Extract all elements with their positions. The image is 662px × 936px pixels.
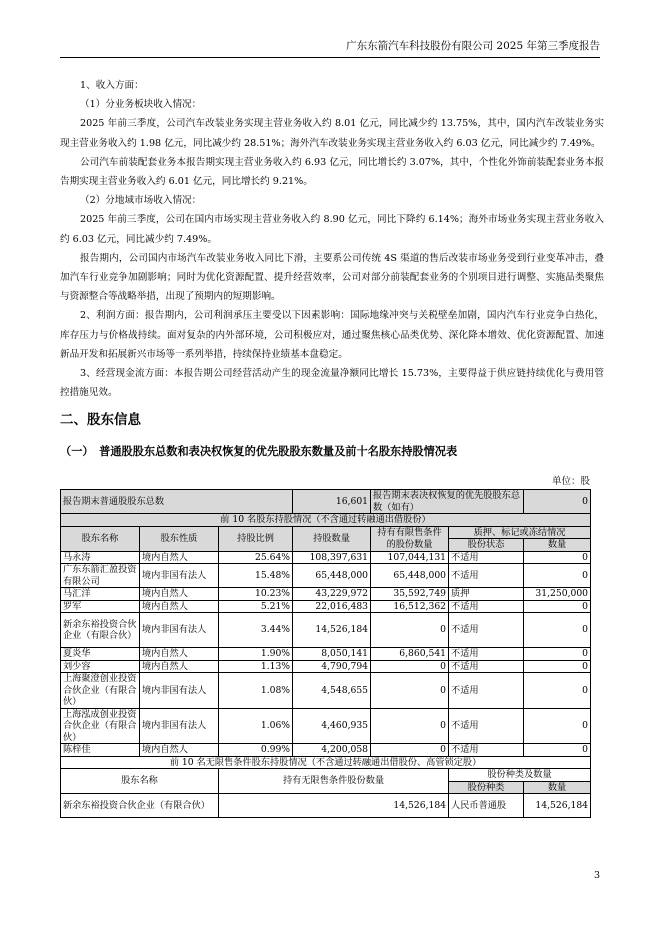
pledge-amount: 0: [524, 648, 591, 661]
col-header-nature: 股东性质: [140, 526, 219, 551]
paragraph: （1）分业务板块收入情况：: [80, 99, 202, 111]
unrestricted-title-row: [61, 756, 591, 769]
restricted-quantity: 0: [371, 673, 449, 709]
pledge-status: 不适用: [449, 673, 524, 709]
shareholder-nature: 境内非国有法人: [140, 613, 219, 648]
paragraph: 2025 年前三季度，公司在国内市场实现主营业务收入约 8.90 亿元，同比下降约 6.14%；海外市场业务实现主营业务收入约 6.03 亿元，同比减少约 7.49%。: [60, 214, 604, 245]
header-rule: [60, 57, 600, 58]
unrestricted-title: 前 10 名无限售条件股东持股情况（不含通过转融通出借股份、高管锁定股）: [61, 756, 591, 769]
shareholder-nature: 境内非国有法人: [140, 564, 219, 588]
pledge-amount: 31,250,000: [524, 588, 591, 601]
pledge-status: 不适用: [449, 648, 524, 661]
top10-title: 前 10 名股东持股情况（不含通过转融通出借股份）: [61, 514, 591, 527]
restricted-quantity: 0: [371, 708, 449, 744]
restricted-quantity: 0: [371, 660, 449, 673]
shareholder-name: 上海聚澄创业投资合伙企业（有限合伙）: [61, 673, 140, 709]
holding-quantity: 4,548,655: [293, 673, 371, 709]
restricted-quantity: 107,044,131: [371, 551, 449, 564]
shareholder-name: 陈梓佳: [61, 744, 140, 757]
holding-quantity: 22,016,483: [293, 600, 371, 613]
table-row: [61, 673, 591, 709]
shareholder-name: 刘少容: [61, 660, 140, 673]
report-body: [60, 76, 604, 402]
page-header: 广东东箭汽车科技股份有限公司 2025 年第三季度报告: [346, 40, 600, 52]
restricted-quantity: 6,860,541: [371, 648, 449, 661]
unrestricted-name: 新余东裕投资合伙企业（有限合伙）: [61, 794, 219, 818]
paragraph: 报告期内，公司国内市场汽车改装业务收入同比下滑，主要系公司传统 4S 渠道的售后改装市场业务受到行业变革冲击，叠加汽车行业竞争加剧影响；同时为优化资源配置、提升经营效率，公司对部分前装配套业务的个别项目进行调整、实施品类聚焦与资源整合等战略举措，出现了预期内的短期影响。: [60, 252, 604, 303]
table-row: [61, 588, 591, 601]
paragraph: 公司汽车前装配套业务本报告期实现主营业务收入约 6.93 亿元，同比增长约 3.07%，其中，个性化外饰前装配套业务本报告期实现主营业务收入约 6.01 亿元，同比增长约 9.21%。: [60, 156, 604, 188]
col-header-pledge: 质押、标记或冻结情况: [449, 526, 591, 539]
pledge-status: 质押: [449, 588, 524, 601]
shareholder-nature: 境内非国有法人: [140, 673, 219, 709]
pledge-amount: 0: [524, 613, 591, 648]
preferred-shareholders-value: 0: [524, 490, 591, 514]
shareholder-nature: 境内自然人: [140, 648, 219, 661]
pledge-amount: 0: [524, 660, 591, 673]
shareholder-nature: 境内自然人: [140, 744, 219, 757]
paragraph: 2、利润方面：报告期内，公司利润承压主要受以下因素影响：国际地缘冲突与关税壁垒加剧，国内汽车行业竞争白热化，库存压力与价格战持续。面对复杂的内外部环境，公司积极应对，通过聚焦核心品类优势、深化降本增效、优化资源配置、加速新品开发和拓展新兴市场等一系列举措，持续保持业绩基本盘稳定。: [60, 310, 604, 360]
holding-ratio: 1.08%: [219, 673, 293, 709]
pledge-amount: 0: [524, 600, 591, 613]
holding-ratio: 15.48%: [219, 564, 293, 588]
holding-quantity: 4,790,794: [293, 660, 371, 673]
header-row: [61, 526, 591, 539]
shareholder-name: 马汇洋: [61, 588, 140, 601]
col-header-ratio: 持股比例: [219, 526, 293, 551]
total-shareholders-row: [61, 490, 591, 514]
unrestricted-header-row: [61, 769, 591, 782]
holding-ratio: 25.64%: [219, 551, 293, 564]
shareholder-name: 夏炎华: [61, 648, 140, 661]
table-row: [61, 744, 591, 757]
col-header-name: 股东名称: [61, 526, 140, 551]
holding-quantity: 4,200,058: [293, 744, 371, 757]
shareholder-name: 上海泓成创业投资合伙企业（有限合伙）: [61, 708, 140, 744]
subsection-title: （一） 普通股股东总数和表决权恢复的优先股股东数量及前十名股东持股情况表: [60, 445, 458, 458]
restricted-quantity: 65,448,000: [371, 564, 449, 588]
holding-quantity: 108,397,631: [293, 551, 371, 564]
holding-quantity: 43,229,972: [293, 588, 371, 601]
table-row: [61, 551, 591, 564]
unrestricted-col-quantity: 持有无限售条件股份数量: [219, 769, 449, 794]
restricted-quantity: 0: [371, 613, 449, 648]
pledge-status: 不适用: [449, 551, 524, 564]
page-number: 3: [593, 870, 600, 881]
shareholder-name: 广东东箭汇盈投资有限公司: [61, 564, 140, 588]
unrestricted-col-amount: 数量: [524, 781, 591, 794]
holding-ratio: 1.90%: [219, 648, 293, 661]
col-header-status: 股份状态: [449, 539, 524, 552]
pledge-status: 不适用: [449, 613, 524, 648]
table-row: [61, 708, 591, 744]
holding-ratio: 1.06%: [219, 708, 293, 744]
unit-label: 单位：股: [551, 476, 590, 487]
unrestricted-col-class: 股份种类及数量: [449, 769, 591, 782]
holding-quantity: 65,448,000: [293, 564, 371, 588]
col-header-restricted: 持有有限售条件的股份数量: [371, 526, 449, 551]
holding-quantity: 4,460,935: [293, 708, 371, 744]
pledge-amount: 0: [524, 564, 591, 588]
preferred-shareholders-label: 报告期末表决权恢复的优先股股东总数（如有）: [371, 490, 524, 514]
paragraph: 2025 年前三季度，公司汽车改装业务实现主营业务收入约 8.01 亿元，同比减少约 13.75%，其中，国内汽车改装业务实现主营业务收入约 1.98 亿元，同比减少约 28.51%；海外汽车改装业务实现主营业务收入约 6.03 亿元，同比减少约 7.49%。: [60, 118, 604, 149]
shareholder-name: 罗军: [61, 600, 140, 613]
pledge-amount: 0: [524, 551, 591, 564]
table-row: [61, 613, 591, 648]
unrestricted-col-type: 股份种类: [449, 781, 524, 794]
table-row: [61, 660, 591, 673]
shareholder-nature: 境内自然人: [140, 600, 219, 613]
unrestricted-quantity: 14,526,184: [219, 794, 449, 818]
shareholder-nature: 境内自然人: [140, 660, 219, 673]
holding-ratio: 0.99%: [219, 744, 293, 757]
pledge-status: 不适用: [449, 708, 524, 744]
pledge-amount: 0: [524, 708, 591, 744]
paragraph: 3、经营现金流方面：本报告期公司经营活动产生的现金流量净额同比增长 15.73%，主要得益于供应链持续优化与费用管控措施见效。: [60, 368, 604, 399]
col-header-amount: 数量: [524, 539, 591, 552]
total-shareholders-value: 16,601: [293, 490, 371, 514]
paragraph: 1、收入方面：: [80, 80, 144, 91]
shareholder-name: 新余东裕投资合伙企业（有限合伙）: [61, 613, 140, 648]
restricted-quantity: 0: [371, 744, 449, 757]
restricted-quantity: 16,512,362: [371, 600, 449, 613]
table-row: [61, 648, 591, 661]
shareholder-nature: 境内非国有法人: [140, 708, 219, 744]
pledge-amount: 0: [524, 673, 591, 709]
shareholder-name: 马永涛: [61, 551, 140, 564]
holding-quantity: 8,050,141: [293, 648, 371, 661]
holding-ratio: 1.13%: [219, 660, 293, 673]
pledge-status: 不适用: [449, 660, 524, 673]
paragraph: （2）分地域市场收入情况：: [80, 195, 202, 207]
holding-ratio: 5.21%: [219, 600, 293, 613]
share-type: 人民币普通股: [449, 794, 524, 818]
table-row: [61, 564, 591, 588]
section-title: 二、股东信息: [60, 412, 141, 428]
shareholder-nature: 境内自然人: [140, 588, 219, 601]
shareholder-table: [60, 489, 591, 818]
shareholder-nature: 境内自然人: [140, 551, 219, 564]
restricted-quantity: 35,592,749: [371, 588, 449, 601]
table-row: [61, 600, 591, 613]
top10-title-row: [61, 514, 591, 527]
unrestricted-col-name: 股东名称: [61, 769, 219, 794]
holding-ratio: 10.23%: [219, 588, 293, 601]
table-row: [61, 794, 591, 818]
share-amount: 14,526,184: [524, 794, 591, 818]
pledge-status: 不适用: [449, 600, 524, 613]
col-header-quantity: 持股数量: [293, 526, 371, 551]
pledge-status: 不适用: [449, 744, 524, 757]
holding-quantity: 14,526,184: [293, 613, 371, 648]
pledge-amount: 0: [524, 744, 591, 757]
pledge-status: 不适用: [449, 564, 524, 588]
holding-ratio: 3.44%: [219, 613, 293, 648]
total-shareholders-label: 报告期末普通股股东总数: [61, 490, 293, 514]
